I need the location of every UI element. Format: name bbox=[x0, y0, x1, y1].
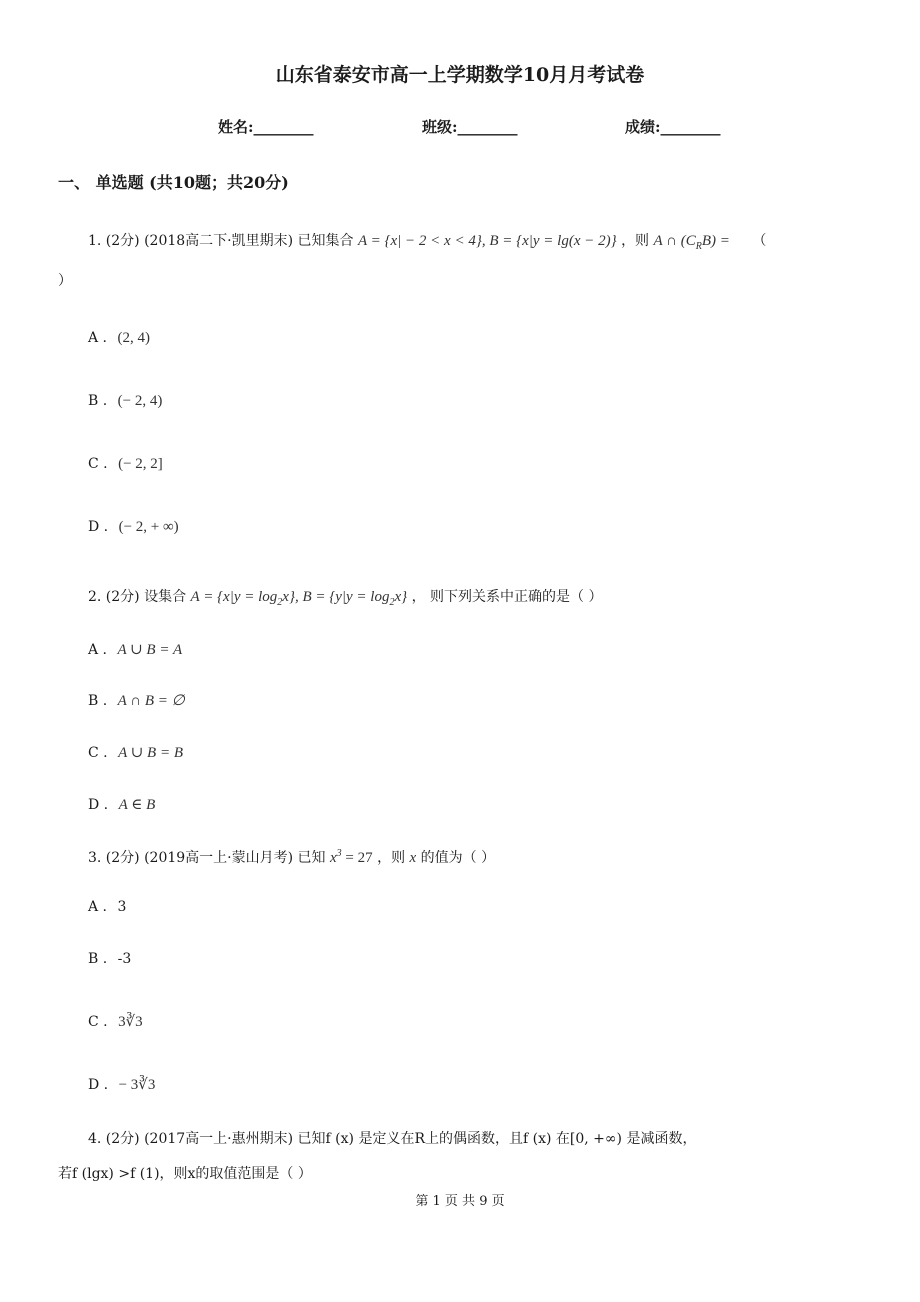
question-1-math-expr bbox=[653, 233, 730, 252]
question-3-text: 3. (2分) (2019高一上·蒙山月考) 已知 bbox=[88, 850, 326, 866]
question-1-math-expr-c: B) = bbox=[701, 233, 730, 249]
question-2-option-b: B . A ∩ B = ∅ bbox=[88, 693, 185, 709]
question-2-text-b: ， 则下列关系中正确的是（ ） bbox=[411, 589, 603, 605]
class-field-label: 班级:________ bbox=[422, 118, 518, 136]
score-field-label: 成绩:________ bbox=[625, 118, 721, 136]
question-4-stem-line2: 若f (lgx) >f (1)，则x的取值范围是（ ） bbox=[58, 1166, 312, 1182]
question-2-option-d: D . A ∈ B bbox=[88, 797, 156, 813]
question-1-option-b: B . (− 2, 4) bbox=[88, 393, 163, 409]
question-1-paren-close: ） bbox=[58, 273, 72, 289]
question-1-math-expr-a: A ∩ (C bbox=[653, 233, 696, 249]
question-3-text-b: ，则 bbox=[377, 850, 406, 866]
name-field-label: 姓名:________ bbox=[218, 118, 314, 136]
question-3-option-b: B . -3 bbox=[88, 951, 132, 967]
page-title: 山东省泰安市高一上学期数学10月月考试卷 bbox=[275, 64, 645, 86]
question-1-math-sets: A = {x| − 2 < x < 4}, B = {x|y = lg(x − 2)} bbox=[358, 233, 617, 249]
section-heading: 一、 单选题 (共10题；共20分) bbox=[58, 173, 289, 192]
question-3-math-eq: $x^3 = 27$ bbox=[330, 848, 373, 866]
question-1-paren-open: （ bbox=[752, 233, 767, 249]
question-2-math-sets: $A = \{x|y = \log_2x\}$, $B = \{y|y = \log_2x\}$ bbox=[190, 589, 408, 608]
question-1-option-c: C . (− 2, 2] bbox=[88, 456, 163, 472]
question-3-option-d: D . − 3∛3 bbox=[88, 1077, 156, 1093]
question-3-option-a: A . 3 bbox=[88, 899, 127, 915]
page-footer: 第 1 页 共 9 页 bbox=[415, 1194, 505, 1209]
question-1-option-a: A . (2, 4) bbox=[88, 330, 150, 346]
question-3-math-x: x bbox=[409, 850, 417, 866]
question-2-option-a: A . A ∪ B = A bbox=[88, 642, 183, 658]
question-1-text-b: ，则 bbox=[621, 233, 650, 249]
question-2-stem bbox=[88, 586, 602, 608]
question-1-math-expr-sub: R bbox=[695, 241, 702, 252]
question-1-text: 1. (2分) (2018高二下·凯里期末) 已知集合 bbox=[88, 233, 354, 249]
question-3-option-c: C . 3∛3 bbox=[88, 1014, 143, 1030]
question-2-text: 2. (2分) 设集合 bbox=[88, 589, 187, 605]
question-1-option-d: D . (− 2, + ∞) bbox=[88, 519, 179, 535]
question-1-stem bbox=[88, 230, 766, 252]
question-3-stem bbox=[88, 847, 495, 867]
question-2-option-c: C . A ∪ B = B bbox=[88, 745, 183, 761]
question-3-text-c: 的值为（ ） bbox=[420, 850, 496, 866]
question-4-stem-line1: 4. (2分) (2017高一上·惠州期末) 已知f (x) 是定义在R上的偶函数，且f (x) 在[0, +∞) 是减函数， bbox=[88, 1131, 697, 1147]
